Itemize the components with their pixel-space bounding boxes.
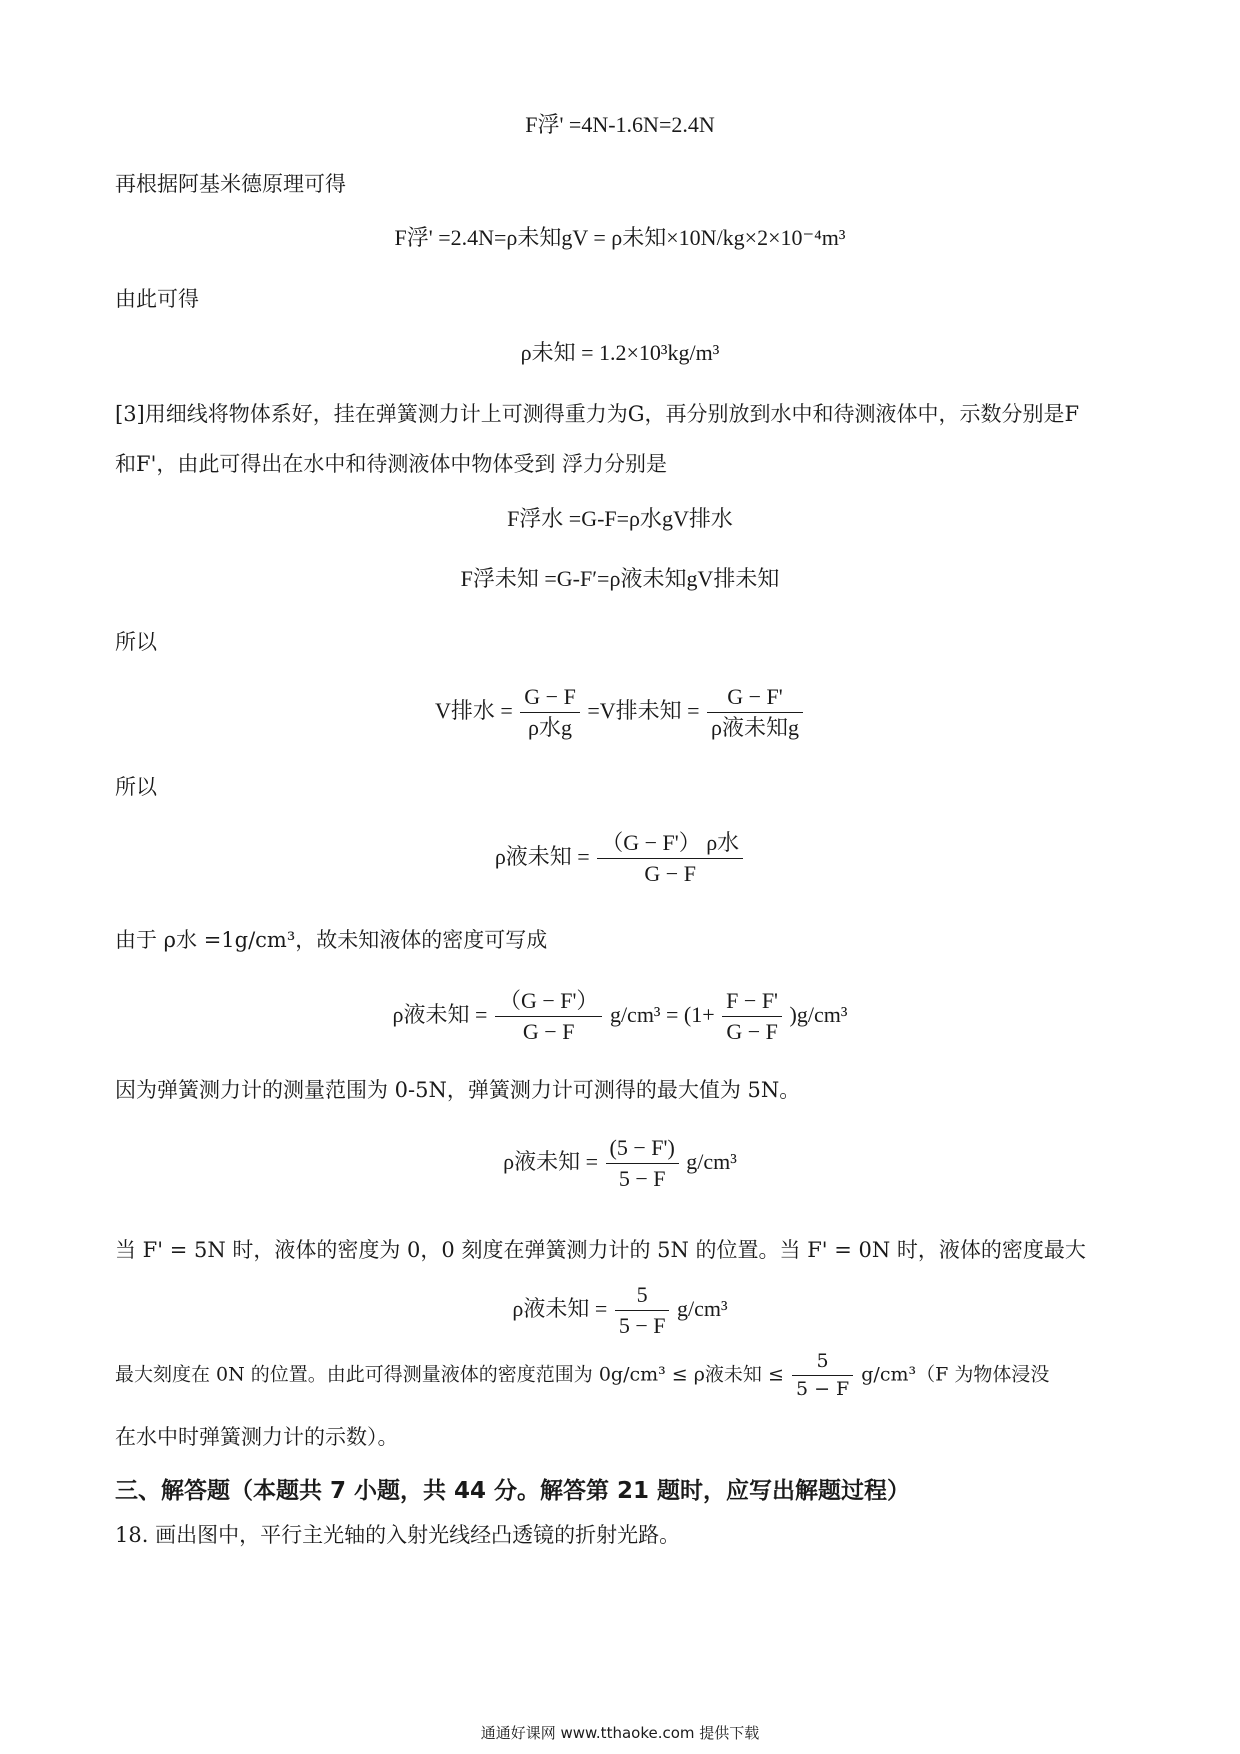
eq8-mid: g/cm³ = (1+: [609, 1001, 715, 1027]
equation-buoyancy-unknown: F浮未知 =G-F′=ρ液未知gV排未知: [460, 566, 780, 591]
paragraph-hence: 由此可得: [115, 287, 199, 311]
p9-pre: 最大刻度在 0N 的位置。由此可得测量液体的密度范围为 0g/cm³ ≤ ρ液未知 ≤: [115, 1363, 784, 1386]
eq8-tail: )g/cm³: [789, 1001, 848, 1027]
paragraph-range: 因为弹簧测力计的测量范围为 0-5N，弹簧测力计可测得的最大值为 5N。: [115, 1078, 801, 1102]
eq10-lhs: ρ液未知 =: [512, 1295, 608, 1321]
equation-density-max5: [0, 1135, 1240, 1193]
equation-density-rewritten: [0, 988, 1240, 1046]
eq7-numerator: （G − F'） ρ水: [597, 830, 743, 859]
page-footer: 通通好课网 www.tthaoke.com 提供下载: [480, 1724, 760, 1742]
paragraph-zero-and-max: 当 F' = 5N 时，液体的密度为 0，0 刻度在弹簧测力计的 5N 的位置。当 F' = 0N 时，液体的密度最大: [115, 1238, 1086, 1262]
eq6-f1-numerator: G − F: [520, 684, 580, 713]
eq6-f2-denominator: ρ液未知g: [711, 715, 799, 741]
paragraph-therefore-1: 所以: [115, 630, 157, 654]
eq8-f2-numerator: F − F': [722, 988, 782, 1017]
paragraph-reading-note: 在水中时弹簧测力计的示数）。: [115, 1425, 399, 1449]
eq10-tail: g/cm³: [676, 1295, 728, 1321]
eq6-f1-denominator: ρ水g: [528, 715, 573, 741]
eq10-fraction: [615, 1282, 670, 1340]
paragraph-water-density: 由于 ρ水 =1g/cm³，故未知液体的密度可写成: [115, 928, 548, 952]
eq7-lhs: ρ液未知 =: [494, 843, 590, 869]
equation-volume-displaced: [0, 684, 1240, 742]
eq8-f2-denominator: G − F: [726, 1019, 778, 1045]
eq7-fraction: [597, 830, 743, 888]
section-heading: 三、解答题（本题共 7 小题，共 44 分。解答第 21 题时，应写出解题过程）: [115, 1478, 911, 1504]
eq6-fraction-2: [707, 684, 803, 742]
paragraph-step3-line1: [3]用细线将物体系好，挂在弹簧测力计上可测得重力为G，再分别放到水中和待测液体中，示数分别是F: [115, 402, 1080, 426]
eq6-mid: =V排未知 =: [587, 697, 700, 723]
paragraph-step3-line2: 和F'，由此可得出在水中和待测液体中物体受到 浮力分别是: [115, 452, 668, 476]
eq6-fraction-1: [520, 684, 580, 742]
eq7-denominator: G − F: [644, 861, 696, 887]
equation-density-result: ρ未知 = 1.2×10³kg/m³: [520, 340, 720, 365]
eq8-fraction-2: [722, 988, 782, 1046]
eq10-numerator: 5: [615, 1282, 670, 1311]
eq8-f1-numerator: （G − F'）: [495, 988, 603, 1017]
question-18: 18. 画出图中，平行主光轴的入射光线经凸透镜的折射光路。: [115, 1523, 681, 1547]
eq9-denominator: 5 − F: [618, 1166, 666, 1192]
paragraph-therefore-2: 所以: [115, 775, 157, 799]
paragraph-archimedes: 再根据阿基米德原理可得: [115, 172, 346, 196]
eq8-lhs: ρ液未知 =: [392, 1001, 488, 1027]
eq6-f2-numerator: G − F': [707, 684, 803, 713]
eq9-fraction: [606, 1135, 679, 1193]
equation-buoyancy-water: F浮水 =G-F=ρ水gV排水: [507, 506, 733, 531]
equation-archimedes: F浮' =2.4N=ρ未知gV = ρ未知×10N/kg×2×10⁻⁴m³: [394, 225, 846, 250]
eq9-tail: g/cm³: [686, 1148, 737, 1174]
p9-post: g/cm³（F 为物体浸没: [861, 1363, 1050, 1386]
eq9-lhs: ρ液未知 =: [503, 1148, 599, 1174]
eq6-lhs: V排水 =: [434, 697, 513, 723]
equation-unknown-density: [0, 830, 1240, 888]
eq10-denominator: 5 − F: [618, 1313, 666, 1339]
p9-denominator: 5 − F: [795, 1377, 850, 1400]
equation-buoyancy-diff: F浮' =4N-1.6N=2.4N: [525, 112, 715, 137]
equation-density-maximum: [0, 1282, 1240, 1340]
p9-numerator: 5: [792, 1350, 853, 1376]
eq8-fraction-1: [495, 988, 603, 1046]
eq9-numerator: (5 − F'): [606, 1135, 679, 1164]
paragraph-density-range: [115, 1350, 1049, 1401]
eq8-f1-denominator: G − F: [522, 1019, 575, 1045]
p9-fraction: [792, 1350, 853, 1401]
